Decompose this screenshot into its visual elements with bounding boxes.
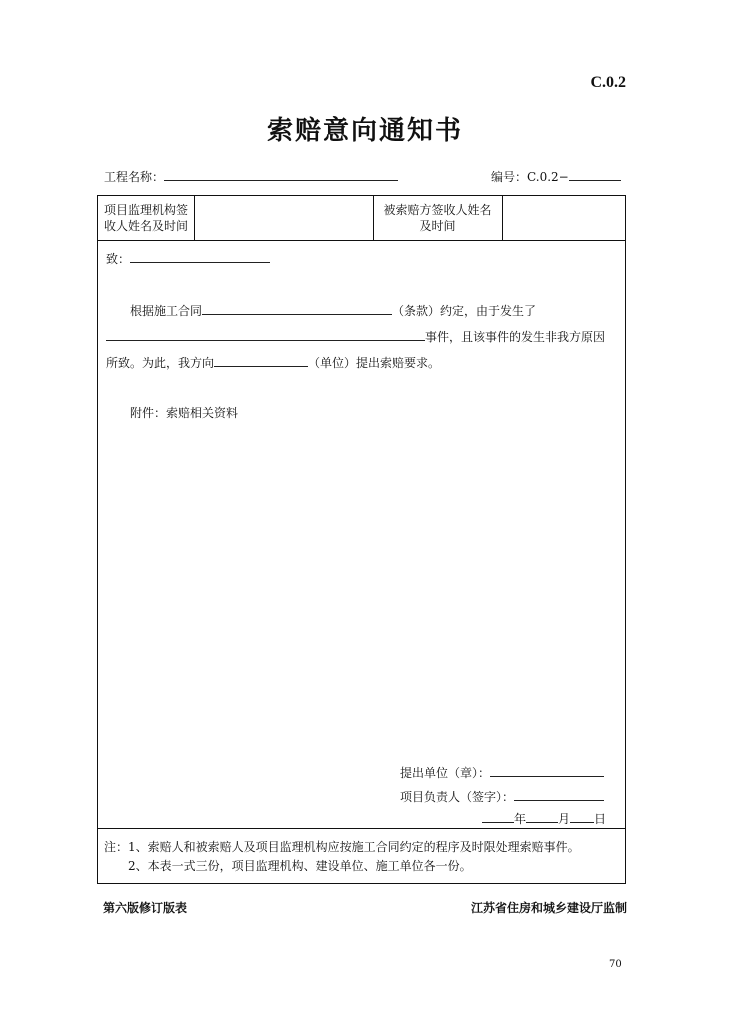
note-line-2: 2、本表一式三份，项目监理机构、建设单位、施工单位各一份。 [128,859,472,873]
page-number: 70 [609,959,622,970]
day-field[interactable] [570,811,594,823]
form-number-row [491,168,621,185]
supervisor-signoff-label: 项目监理机构签 收人姓名及时间 [103,203,188,233]
date-row: 年 月 日 [482,810,606,827]
claimant-unit-row: 提出单位（章）： [400,764,604,781]
contract-clause-field[interactable] [202,303,392,315]
event-field[interactable] [106,329,425,341]
contract-line: 根据施工合同 （条款）约定，由于发生了 [130,304,537,318]
event-line: 事件，且该事件的发生非我方原因 [106,328,605,345]
form-number-field[interactable] [569,169,621,181]
claimant-unit-field[interactable] [490,765,604,777]
note-line-1: 注：1、索赔人和被索赔人及项目监理机构应按施工合同约定的程序及时限处理索赔事件。 [104,840,580,854]
footer-issuer: 江苏省住房和城乡建设厅监制 [470,901,627,915]
supervisor-signoff-cell[interactable] [195,196,373,240]
project-name-label: 工程名称： [104,170,165,184]
form-number-label: 编号：C.0.2− [491,170,569,184]
project-leader-field[interactable] [514,789,604,801]
month-field[interactable] [526,811,558,823]
claimee-signoff-label: 被索赔方签收人姓名 及时间 [383,203,492,233]
claim-target-line: 所致。为此，我方向 （单位）提出索赔要求。 [106,356,441,370]
document-title: 索赔意向通知书 [266,116,463,146]
addressee-row: 致： [106,250,270,267]
form-code: C.0.2 [590,74,626,91]
project-name-row [104,168,398,185]
signoff-header-row [98,196,625,241]
claimee-signoff-cell[interactable] [503,196,623,240]
attachment-note: 附件：索赔相关资料 [130,406,239,420]
footer-edition: 第六版修订版表 [103,901,188,915]
claim-form-table [97,195,626,884]
project-name-field[interactable] [164,169,398,181]
notes-divider [98,828,625,829]
addressee-field[interactable] [130,251,270,263]
project-leader-row: 项目负责人（签字）： [400,788,604,805]
claim-target-field[interactable] [214,355,308,367]
year-field[interactable] [482,811,514,823]
